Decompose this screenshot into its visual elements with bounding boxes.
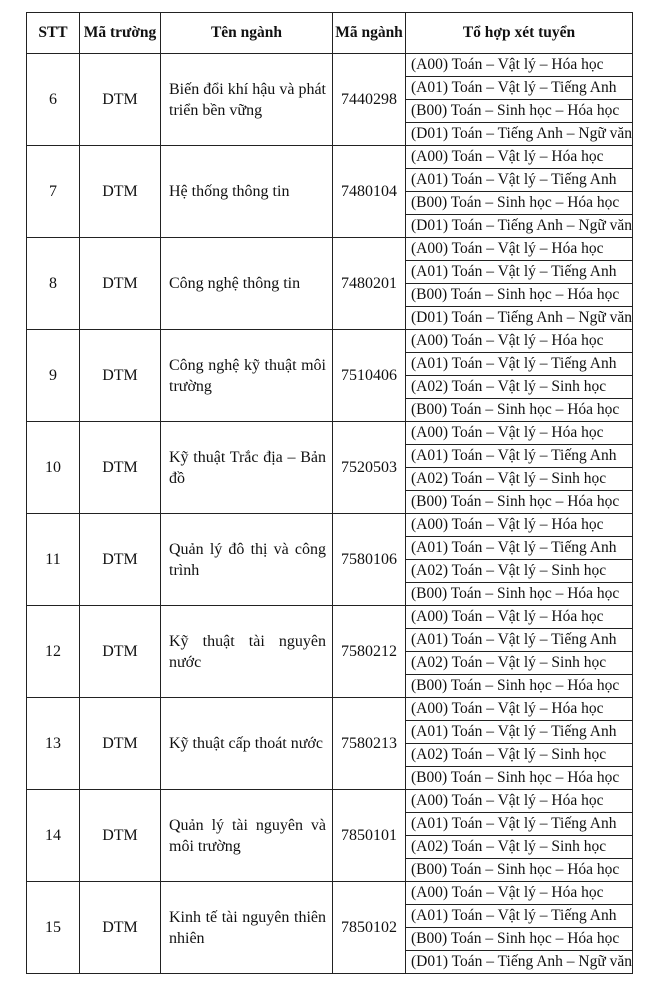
- cell-combo: (A02) Toán – Vật lý – Sinh học: [406, 376, 633, 399]
- cell-combo: (A01) Toán – Vật lý – Tiếng Anh: [406, 261, 633, 284]
- cell-stt: 10: [27, 422, 80, 514]
- cell-combo: (B00) Toán – Sinh học – Hóa học: [406, 767, 633, 790]
- cell-combo: (B00) Toán – Sinh học – Hóa học: [406, 284, 633, 307]
- cell-school-code: DTM: [80, 606, 161, 698]
- header-major-code: Mã ngành: [333, 13, 406, 54]
- cell-major-name: Quản lý tài nguyên và môi trường: [161, 790, 333, 882]
- cell-school-code: DTM: [80, 882, 161, 974]
- cell-combo: (B00) Toán – Sinh học – Hóa học: [406, 675, 633, 698]
- table-row: [27, 698, 633, 721]
- cell-stt: 11: [27, 514, 80, 606]
- cell-major-name: Công nghệ thông tin: [161, 238, 333, 330]
- header-major-name: Tên ngành: [161, 13, 333, 54]
- cell-major-name: Kinh tế tài nguyên thiên nhiên: [161, 882, 333, 974]
- cell-combo: (B00) Toán – Sinh học – Hóa học: [406, 100, 633, 123]
- cell-combo: (A01) Toán – Vật lý – Tiếng Anh: [406, 445, 633, 468]
- cell-school-code: DTM: [80, 146, 161, 238]
- table-row: [27, 882, 633, 905]
- header-combos: Tổ hợp xét tuyển: [406, 13, 633, 54]
- cell-major-code: 7520503: [333, 422, 406, 514]
- cell-stt: 8: [27, 238, 80, 330]
- table-row: [27, 422, 633, 445]
- cell-major-name: Công nghệ kỹ thuật môi trường: [161, 330, 333, 422]
- cell-major-name: Biến đổi khí hậu và phát triển bền vững: [161, 54, 333, 146]
- cell-combo: (B00) Toán – Sinh học – Hóa học: [406, 192, 633, 215]
- cell-school-code: DTM: [80, 330, 161, 422]
- cell-combo: (A00) Toán – Vật lý – Hóa học: [406, 238, 633, 261]
- cell-combo: (A01) Toán – Vật lý – Tiếng Anh: [406, 537, 633, 560]
- cell-combo: (D01) Toán – Tiếng Anh – Ngữ văn: [406, 307, 633, 330]
- cell-combo: (A00) Toán – Vật lý – Hóa học: [406, 882, 633, 905]
- header-school-code: Mã trường: [80, 13, 161, 54]
- table-row: [27, 238, 633, 261]
- cell-stt: 15: [27, 882, 80, 974]
- cell-combo: (A00) Toán – Vật lý – Hóa học: [406, 422, 633, 445]
- table-body: [27, 54, 633, 974]
- cell-major-code: 7440298: [333, 54, 406, 146]
- table-row: [27, 790, 633, 813]
- cell-stt: 9: [27, 330, 80, 422]
- cell-combo: (A01) Toán – Vật lý – Tiếng Anh: [406, 813, 633, 836]
- cell-major-code: 7480104: [333, 146, 406, 238]
- cell-combo: (A01) Toán – Vật lý – Tiếng Anh: [406, 629, 633, 652]
- cell-combo: (D01) Toán – Tiếng Anh – Ngữ văn: [406, 123, 633, 146]
- cell-major-name: Quản lý đô thị và công trình: [161, 514, 333, 606]
- cell-major-code: 7510406: [333, 330, 406, 422]
- cell-major-name: Kỹ thuật tài nguyên nước: [161, 606, 333, 698]
- cell-school-code: DTM: [80, 238, 161, 330]
- cell-combo: (B00) Toán – Sinh học – Hóa học: [406, 399, 633, 422]
- cell-combo: (A01) Toán – Vật lý – Tiếng Anh: [406, 353, 633, 376]
- cell-combo: (A00) Toán – Vật lý – Hóa học: [406, 790, 633, 813]
- cell-combo: (D01) Toán – Tiếng Anh – Ngữ văn: [406, 215, 633, 238]
- table-row: [27, 514, 633, 537]
- cell-stt: 13: [27, 698, 80, 790]
- cell-school-code: DTM: [80, 514, 161, 606]
- cell-combo: (A00) Toán – Vật lý – Hóa học: [406, 698, 633, 721]
- table-row: [27, 146, 633, 169]
- cell-combo: (B00) Toán – Sinh học – Hóa học: [406, 928, 633, 951]
- cell-major-code: 7850102: [333, 882, 406, 974]
- cell-major-name: Kỹ thuật Trắc địa – Bản đồ: [161, 422, 333, 514]
- cell-stt: 6: [27, 54, 80, 146]
- cell-combo: (B00) Toán – Sinh học – Hóa học: [406, 583, 633, 606]
- cell-combo: (B00) Toán – Sinh học – Hóa học: [406, 491, 633, 514]
- cell-major-code: 7580106: [333, 514, 406, 606]
- header-row: [27, 13, 633, 54]
- table-row: [27, 606, 633, 629]
- cell-combo: (A00) Toán – Vật lý – Hóa học: [406, 330, 633, 353]
- cell-major-name: Kỹ thuật cấp thoát nước: [161, 698, 333, 790]
- cell-school-code: DTM: [80, 790, 161, 882]
- cell-major-code: 7580213: [333, 698, 406, 790]
- table-row: [27, 54, 633, 77]
- cell-combo: (A01) Toán – Vật lý – Tiếng Anh: [406, 905, 633, 928]
- document-page: [26, 12, 632, 974]
- table-row: [27, 330, 633, 353]
- cell-major-code: 7480201: [333, 238, 406, 330]
- cell-stt: 12: [27, 606, 80, 698]
- cell-combo: (A01) Toán – Vật lý – Tiếng Anh: [406, 169, 633, 192]
- cell-stt: 7: [27, 146, 80, 238]
- cell-school-code: DTM: [80, 54, 161, 146]
- cell-major-name: Hệ thống thông tin: [161, 146, 333, 238]
- cell-combo: (B00) Toán – Sinh học – Hóa học: [406, 859, 633, 882]
- cell-combo: (A02) Toán – Vật lý – Sinh học: [406, 744, 633, 767]
- cell-combo: (A01) Toán – Vật lý – Tiếng Anh: [406, 721, 633, 744]
- cell-combo: (A02) Toán – Vật lý – Sinh học: [406, 560, 633, 583]
- cell-combo: (A02) Toán – Vật lý – Sinh học: [406, 836, 633, 859]
- cell-major-code: 7580212: [333, 606, 406, 698]
- cell-combo: (A00) Toán – Vật lý – Hóa học: [406, 514, 633, 537]
- cell-combo: (D01) Toán – Tiếng Anh – Ngữ văn: [406, 951, 633, 974]
- cell-combo: (A00) Toán – Vật lý – Hóa học: [406, 146, 633, 169]
- cell-school-code: DTM: [80, 422, 161, 514]
- cell-major-code: 7850101: [333, 790, 406, 882]
- cell-combo: (A01) Toán – Vật lý – Tiếng Anh: [406, 77, 633, 100]
- admission-table: [26, 12, 633, 974]
- cell-school-code: DTM: [80, 698, 161, 790]
- cell-combo: (A00) Toán – Vật lý – Hóa học: [406, 54, 633, 77]
- cell-combo: (A02) Toán – Vật lý – Sinh học: [406, 468, 633, 491]
- cell-stt: 14: [27, 790, 80, 882]
- cell-combo: (A00) Toán – Vật lý – Hóa học: [406, 606, 633, 629]
- header-stt: STT: [27, 13, 80, 54]
- cell-combo: (A02) Toán – Vật lý – Sinh học: [406, 652, 633, 675]
